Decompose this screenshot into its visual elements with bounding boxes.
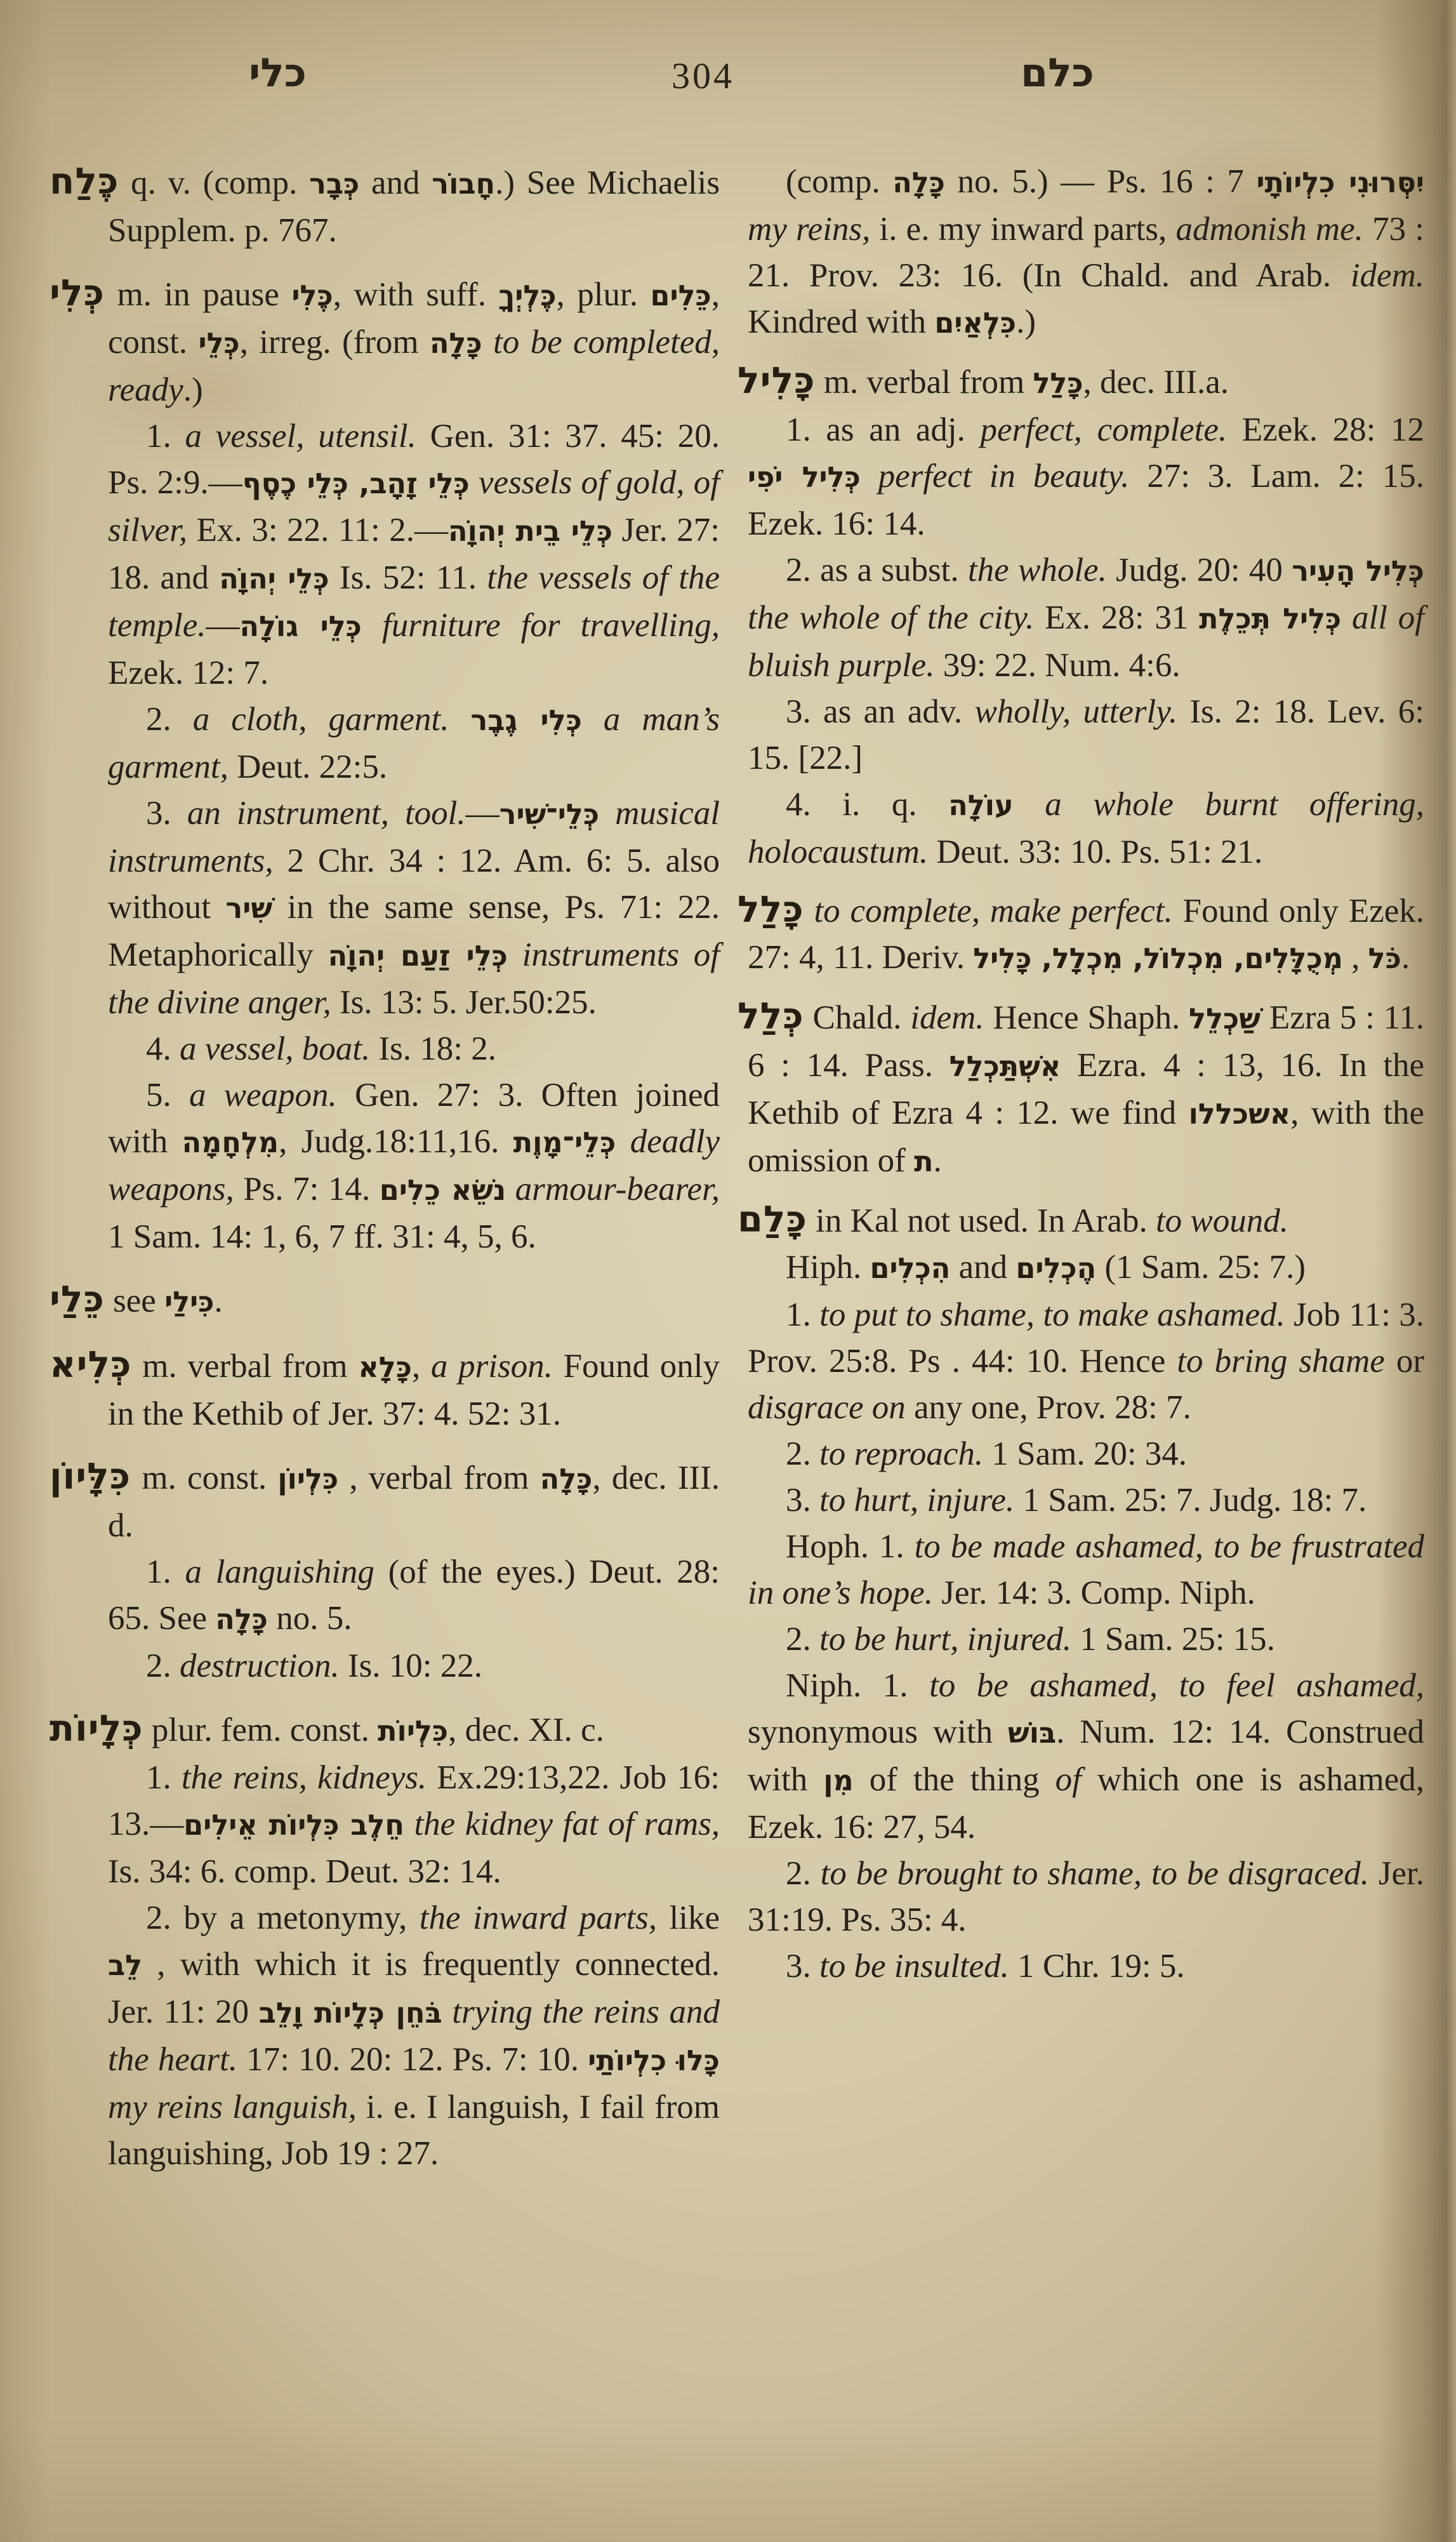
text-run: . <box>1401 939 1410 976</box>
entry-paragraph <box>748 159 1424 347</box>
text-run: 2. <box>786 1855 821 1892</box>
hebrew-text: כָּלָה <box>215 1604 268 1636</box>
hebrew-text: אשכללו <box>1188 1098 1291 1131</box>
text-run: 2. <box>786 1621 819 1658</box>
text-run: i. e. I languish, I fail from languishing, Job 19 : 27. <box>108 2089 720 2172</box>
hebrew-text: כְּלִיל הָעִיר <box>1292 556 1425 588</box>
gloss-text: to be made ashamed, to be frustrated in one’s hope. <box>748 1528 1425 1611</box>
text-run: 2. by a metonymy, <box>146 1900 420 1936</box>
hebrew-text: כְּלָיוֹת <box>50 1708 143 1750</box>
gloss-text: to be hurt, injured. <box>819 1621 1071 1658</box>
text-run: 1 Sam. 14: 1, 6, 7 ff. 31: 4, 5, 6. <box>108 1218 536 1255</box>
hebrew-text: כְּלַל <box>738 995 804 1037</box>
gloss-text: to reproach. <box>819 1435 984 1472</box>
text-run: 2. <box>786 1435 819 1472</box>
hebrew-text: כֶּלִי <box>291 280 333 312</box>
gloss-text: the vessels of the temple. <box>108 559 720 644</box>
hebrew-text: כְּלֵי זָהָב, כְּלֵי כֶסֶף <box>242 468 470 500</box>
text-run: q. v. (comp. <box>119 164 310 201</box>
text-run: , <box>411 1348 431 1385</box>
text-run: and <box>359 164 432 201</box>
hebrew-text: כֶּלַח <box>50 161 119 203</box>
text-run: in Kal not used. In Arab. <box>807 1202 1156 1239</box>
hebrew-text: מְכֻלָּלִים, מִכְלוֹל, מִכְלָל, כָּלִיל <box>973 943 1343 975</box>
gloss-text: a whole burnt offering, holocaustum. <box>748 786 1424 870</box>
hebrew-text: כִּילַי <box>164 1286 215 1319</box>
gloss-text: all of bluish purple. <box>748 599 1424 684</box>
gloss-text: a cloth, garment. <box>192 701 449 738</box>
text-run: . <box>214 1282 223 1319</box>
hebrew-text: כְּלֵי יְהוָֹה <box>219 563 329 596</box>
text-run: Job 11: 3. Prov. 25:8. Ps . 44: 10. Hence <box>748 1296 1425 1380</box>
text-run: Is. 18: 2. <box>370 1030 497 1067</box>
entry-paragraph <box>748 1524 1424 1616</box>
gloss-text: armour-bearer, <box>506 1171 720 1208</box>
text-run: , dec. III.a. <box>1083 364 1229 401</box>
hebrew-text: עוֹלָה <box>948 790 1014 822</box>
text-run: 39: 22. Num. 4:6. <box>934 647 1181 684</box>
text-run: Is. 13: 5. Jer.50:25. <box>331 984 597 1021</box>
text-run: , with suff. <box>333 276 499 313</box>
gloss-text: perfect in beauty. <box>860 458 1130 495</box>
text-run: Is. 34: 6. comp. Deut. 32: 14. <box>108 1853 501 1890</box>
gloss-text: to be insulted. <box>819 1948 1009 1985</box>
header-catchword-left: כלי <box>249 50 307 96</box>
text-run: , with the omission of <box>748 1095 1424 1179</box>
gloss-text: my reins languish, <box>108 2089 357 2126</box>
dictionary-entry <box>50 159 720 254</box>
entry-paragraph <box>748 689 1424 782</box>
text-run: , <box>1342 939 1368 976</box>
gloss-text: wholly, utterly. <box>974 693 1178 730</box>
text-run: , plur. <box>556 276 651 313</box>
gloss-text: to wound. <box>1155 1202 1289 1239</box>
left-column <box>50 159 720 2177</box>
text-run: Ezek. 28: 12 <box>1227 411 1424 448</box>
gloss-text: deadly weapons, <box>108 1123 720 1208</box>
gloss-text: perfect, complete. <box>980 411 1228 448</box>
dictionary-entry <box>50 1342 720 1437</box>
hebrew-text: כִּלְיוֹן <box>277 1463 339 1496</box>
hebrew-text: לֵב <box>108 1950 143 1982</box>
text-run: , Judg.18:11,16. <box>279 1123 513 1160</box>
gloss-text: a prison. <box>430 1348 553 1385</box>
entry-paragraph <box>748 407 1424 547</box>
hebrew-text: כָּלָה <box>892 167 945 199</box>
hebrew-text: כְּלֵי זַעַם יְהוָֹה <box>328 940 508 973</box>
hebrew-text: כְּלֵי בֵית יְהוָֹה <box>447 516 613 548</box>
text-run: Hiph. <box>786 1249 870 1286</box>
hebrew-text: כָּלָה <box>429 328 482 360</box>
hebrew-text: אִשְׁתַּכְלַל <box>949 1051 1061 1083</box>
hebrew-text: כְּלִיא <box>50 1344 132 1386</box>
text-run: Jer. 14: 3. Comp. Niph. <box>932 1574 1255 1611</box>
text-run: 2. as a subst. <box>786 552 968 589</box>
text-run: Hence Shaph. <box>984 999 1189 1036</box>
text-run: 3. <box>786 1482 819 1519</box>
gloss-text: my reins, <box>748 211 871 248</box>
text-run: 3. <box>786 1948 819 1985</box>
text-run: Ex.29:13,22. Job 16: 13.— <box>108 1759 720 1842</box>
text-run: 5. <box>146 1077 189 1114</box>
text-run: Is. 52: 11. <box>329 559 487 596</box>
text-run: , dec. III. d. <box>108 1460 720 1544</box>
text-run: 2. <box>146 1647 180 1684</box>
hebrew-text: כֹּל <box>1368 943 1401 975</box>
gloss-text: idem. <box>910 999 984 1036</box>
right-column <box>738 159 1424 1990</box>
text-run: 1. <box>786 1296 820 1333</box>
text-run: in the same sense, Ps. 71: 22. Metaphorically <box>108 889 720 973</box>
text-run: Gen. 31: 37. 45: 20. Ps. 2:9.— <box>108 418 720 501</box>
gloss-text: furniture for travelling, <box>361 607 720 644</box>
text-run: Hoph. 1. <box>786 1528 915 1565</box>
text-run: Jer. 27: 18. and <box>108 512 720 596</box>
hebrew-text: כְּלִיל יֹפִי <box>748 462 861 494</box>
text-run: 27: 3. Lam. 2: 15. Ezek. 16: 14. <box>748 458 1424 542</box>
hebrew-text: ת <box>914 1146 934 1178</box>
text-run: , verbal from <box>338 1460 540 1496</box>
page-number: 304 <box>672 55 734 96</box>
text-run: 1. <box>146 418 185 455</box>
entry-paragraph <box>748 1292 1424 1431</box>
entry-paragraph <box>748 1663 1424 1851</box>
text-run: Judg. 20: 40 <box>1106 552 1292 589</box>
text-run: — <box>465 795 500 832</box>
text-run: or <box>1384 1343 1425 1380</box>
hebrew-text: כְּלִי <box>50 272 105 314</box>
gloss-text: admonish me. <box>1175 211 1363 248</box>
entry-paragraph <box>108 1072 720 1260</box>
text-run: , with which it is frequently connected. Jer. 11: 20 <box>108 1946 720 2030</box>
dictionary-entry <box>50 1277 720 1326</box>
hebrew-text: כֵּלַי <box>50 1279 105 1321</box>
hebrew-text: כָּלוּ כִלְיוֹתַי <box>588 2045 720 2077</box>
entry-paragraph <box>748 1431 1424 1477</box>
gloss-text: the reins, kidneys. <box>181 1759 427 1796</box>
text-run: — <box>206 607 240 644</box>
header-catchword-right: כלם <box>1021 50 1094 96</box>
hebrew-text: חָבוֹר <box>432 168 496 201</box>
hebrew-text: יִסְּרוּנִי כִלְיוֹתָי <box>1256 167 1424 199</box>
text-run: i. e. my inward parts, <box>870 211 1176 248</box>
text-run: and <box>950 1249 1016 1286</box>
text-run: Ex. 28: 31 <box>1034 599 1200 636</box>
entry-paragraph <box>108 1755 720 1895</box>
text-run: 3. as an adv. <box>786 693 975 730</box>
text-run: m. verbal from <box>815 364 1033 401</box>
entry-paragraph <box>108 413 720 696</box>
text-run <box>449 701 470 738</box>
gloss-text: the inward parts, <box>419 1900 658 1936</box>
entry-paragraph <box>748 1244 1424 1292</box>
text-run: Deut. 22:5. <box>228 749 388 785</box>
text-run: , const. <box>108 276 720 361</box>
entry-paragraph <box>748 1851 1424 1943</box>
hebrew-text: חֵלֶב כִּלְיוֹת אֵילִים <box>183 1809 404 1842</box>
text-run: Is. 2: 18. Lev. 6: 15. [22.] <box>748 693 1424 776</box>
hebrew-text: כָּלִיל <box>738 360 816 402</box>
text-run: Deut. 33: 10. Ps. 51: 21. <box>928 834 1263 870</box>
text-run: 4. <box>146 1030 180 1067</box>
entry-paragraph <box>108 790 720 1026</box>
text-run: .) See Michaelis Supplem. p. 767. <box>108 164 720 249</box>
text-run: 1. as an adj. <box>786 411 981 448</box>
hebrew-text: כְּלִי גֶבֶר <box>470 705 582 737</box>
text-run: . Num. 12: 14. Construed with <box>748 1714 1424 1798</box>
gloss-text: of <box>1055 1761 1082 1798</box>
hebrew-text: כְּלֵי־שִׁיר <box>499 799 600 831</box>
hebrew-text: הִכְלִים <box>870 1253 951 1285</box>
hebrew-text: כְּבָר <box>309 168 360 201</box>
text-run: m. in pause <box>104 276 292 313</box>
hebrew-text: כָּלַל <box>1033 368 1083 400</box>
text-run: m. verbal from <box>131 1348 359 1385</box>
text-run: Ex. 3: 22. 11: 2.— <box>187 512 448 549</box>
gloss-text: to bring shame <box>1177 1343 1385 1380</box>
text-run: of the thing <box>853 1761 1056 1798</box>
text-run: like <box>657 1900 720 1936</box>
hebrew-text: כִּלָּיוֹן <box>50 1456 131 1498</box>
text-run: Niph. 1. <box>786 1667 930 1704</box>
dictionary-entry <box>738 358 1424 407</box>
gloss-text: a man’s garment, <box>108 701 720 785</box>
text-run: (of the eyes.) Deut. 28: 65. See <box>108 1554 720 1637</box>
gloss-text: the whole of the city. <box>748 599 1035 636</box>
text-run: Found only Ezek. 27: 4, 11. Deriv. <box>748 893 1424 976</box>
text-run: any one, Prov. 28: 7. <box>905 1389 1191 1426</box>
text-run: .) <box>1016 303 1036 340</box>
text-run: 1. <box>146 1554 185 1590</box>
hebrew-text: כְּלִיל תְּכֵלֶת <box>1199 603 1342 636</box>
text-run: synonymous with <box>748 1714 1008 1750</box>
hebrew-text: שַׁכְלֵל <box>1189 1003 1261 1035</box>
hebrew-text: כָּלַם <box>738 1199 807 1241</box>
hebrew-text: כָּלָא <box>358 1352 412 1384</box>
entry-paragraph <box>108 1895 720 2177</box>
entry-paragraph <box>748 1477 1424 1524</box>
hebrew-text: כֵּלִים <box>650 280 711 312</box>
text-run: plur. fem. const. <box>143 1712 378 1748</box>
gloss-text: destruction. <box>180 1647 340 1684</box>
text-run: Ps. 7: 14. <box>234 1171 380 1208</box>
dictionary-entry <box>50 1454 720 1549</box>
entry-paragraph <box>748 547 1424 689</box>
hebrew-text: מִן <box>823 1765 854 1797</box>
hebrew-text: מִלְחָמָה <box>182 1127 279 1159</box>
entry-paragraph <box>108 1549 720 1643</box>
entry-paragraph <box>108 1643 720 1689</box>
gloss-text: the kidney fat of rams, <box>404 1806 720 1842</box>
hebrew-text: נֹשֵׂא כֵלִים <box>379 1175 506 1207</box>
text-run: Ezra. 4 : 13, 16. In the Kethib of Ezra 4 : 12. we find <box>748 1047 1424 1131</box>
text-run: 3. <box>146 795 187 832</box>
text-run: Jer. 31:19. Ps. 35: 4. <box>748 1855 1424 1938</box>
text-run: Ezra 5 : 11. 6 : 14. Pass. <box>748 999 1424 1084</box>
gloss-text: to complete, make perfect. <box>804 893 1173 929</box>
hebrew-text: בֹּחֵן כְּלָיוֹת וָלֵב <box>258 1997 442 2030</box>
gloss-text: trying the reins and the heart. <box>108 1993 720 2078</box>
gloss-text: to be ashamed, to feel ashamed, <box>929 1667 1425 1704</box>
hebrew-text: הֶכְלִים <box>1016 1253 1097 1285</box>
entry-paragraph <box>748 782 1424 875</box>
text-run: see <box>104 1282 165 1319</box>
hebrew-text: שִׁיר <box>225 893 273 925</box>
gloss-text: musical instruments, <box>108 795 720 879</box>
gloss-text: the whole. <box>967 552 1107 589</box>
text-run: no. 5.) — Ps. 16 : 7 <box>944 163 1257 200</box>
gloss-text: to be brought to shame, to be disgraced. <box>820 1855 1370 1892</box>
dictionary-entry <box>738 994 1424 1185</box>
text-run: . <box>933 1142 942 1179</box>
text-run: 1. <box>146 1759 182 1796</box>
text-run: 2 Chr. 34 : 12. Am. 6: 5. also without <box>108 842 720 926</box>
dictionary-entry <box>738 1197 1424 1244</box>
text-run: Ezek. 12: 7. <box>108 655 269 691</box>
gloss-text: a vessel, utensil. <box>185 418 416 455</box>
gloss-text: a vessel, boat. <box>180 1030 371 1067</box>
gloss-text: a languishing <box>185 1554 374 1590</box>
text-run: Found only in the Kethib of Jer. 37: 4. 52: 31. <box>108 1348 720 1432</box>
gloss-text: a weapon. <box>189 1077 337 1114</box>
dictionary-entry <box>50 270 720 413</box>
gloss-text: vessels of gold, of silver, <box>108 464 720 549</box>
hebrew-text: כִּלְאַיִם <box>934 307 1017 340</box>
hebrew-text: כָּלָה <box>539 1463 593 1496</box>
text-run: , dec. XI. c. <box>448 1712 604 1748</box>
text-run: (1 Sam. 25: 7.) <box>1096 1249 1306 1286</box>
gloss-text: instruments of the divine anger, <box>108 936 720 1021</box>
dictionary-entry <box>738 887 1424 982</box>
text-run: 1 Sam. 25: 15. <box>1071 1621 1275 1658</box>
text-run: 2. <box>146 701 193 738</box>
entry-paragraph <box>108 1026 720 1072</box>
text-run: 17: 10. 20: 12. Ps. 7: 10. <box>237 2041 588 2078</box>
text-run: (comp. <box>786 163 893 200</box>
text-run: , irreg. (from <box>239 324 430 361</box>
text-run: Gen. 27: 3. Often joined with <box>108 1077 720 1160</box>
dictionary-entry <box>50 1706 720 1755</box>
text-run: Kindred with <box>748 303 935 340</box>
hebrew-text: כָּלַל <box>738 889 804 931</box>
text-run: Chald. <box>804 999 911 1036</box>
gloss-text: disgrace on <box>748 1389 906 1426</box>
hebrew-text: כְּלֵי־מָוֶת <box>513 1127 616 1159</box>
text-run: 73 : 21. Prov. 23: 16. (In Chald. and Arab. <box>748 211 1424 294</box>
entry-paragraph <box>108 696 720 790</box>
text-run: m. const. <box>131 1460 278 1496</box>
hebrew-text: כִּלְיוֹת <box>378 1715 449 1748</box>
text-run: 1 Chr. 19: 5. <box>1009 1948 1185 1985</box>
text-run: no. 5. <box>268 1600 352 1637</box>
gloss-text: to be completed, ready <box>108 324 720 408</box>
text-run: 1 Sam. 20: 34. <box>983 1435 1188 1472</box>
text-run: .) <box>183 371 203 408</box>
text-run: Is. 10: 22. <box>339 1647 482 1684</box>
text-run: 1 Sam. 25: 7. Judg. 18: 7. <box>1014 1482 1367 1519</box>
gloss-text: an instrument, tool. <box>187 795 466 832</box>
hebrew-text: כְּלֵי גוֹלָה <box>239 611 362 643</box>
gloss-text: to hurt, injure. <box>819 1482 1015 1519</box>
entry-paragraph <box>748 1616 1424 1663</box>
text-run: 4. i. q. <box>786 786 949 823</box>
gloss-text: idem. <box>1350 257 1424 294</box>
hebrew-text: כֶּלְיְךָ <box>498 280 557 312</box>
entry-paragraph <box>748 1943 1424 1990</box>
gloss-text: to put to shame, to make ashamed. <box>819 1296 1285 1333</box>
text-run: which one is ashamed, Ezek. 16: 27, 54. <box>748 1761 1424 1846</box>
hebrew-text: כְּלֵי <box>198 328 240 360</box>
hebrew-text: בּוֹשׁ <box>1007 1717 1057 1750</box>
